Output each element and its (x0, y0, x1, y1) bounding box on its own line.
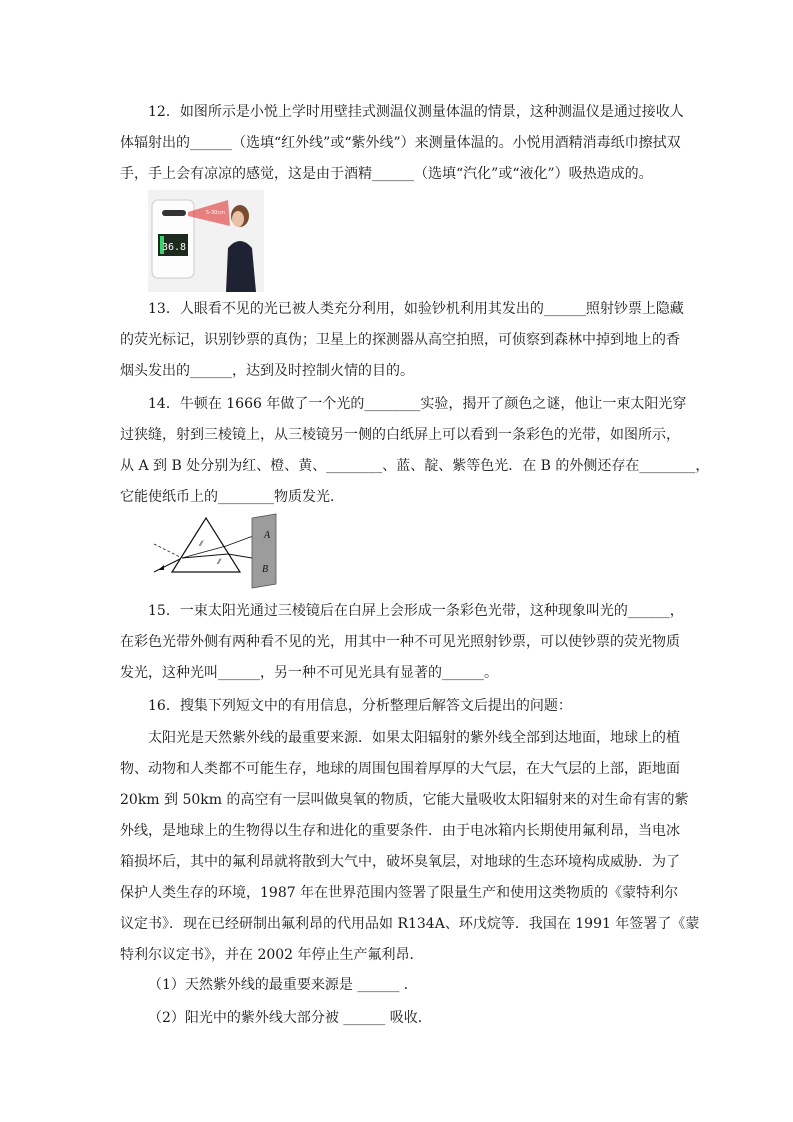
q16-passage-line-4: 外线，是地球上的生物得以生存和进化的重要条件．由于电冰箱内长期使用氟利昂，当电冰 (120, 823, 680, 839)
q16-passage-line-1: 太阳光是天然紫外线的最重要来源．如果太阳辐射的紫外线全部到达地面，地球上的植 (148, 730, 680, 746)
q14-line-2: 过狭缝，射到三棱镜上，从三棱镜另一侧的白纸屏上可以看到一条彩色的光带，如图所示， (120, 427, 680, 443)
person-body (226, 241, 256, 292)
q15-line-1: 15．一束太阳光通过三棱镜后在白屏上会形成一条彩色光带，这种现象叫光的______， (148, 603, 684, 619)
q16-passage-line-8: 特利尔议定书》，并在 2002 年停止生产氟利昂． (120, 947, 424, 963)
q15-line-2: 在彩色光带外侧有两种看不见的光，用其中一种不可见光照射钞票，可以使钞票的荧光物质 (120, 634, 680, 650)
q16-passage-line-3: 20km 到 50km 的高空有一层叫做臭氧的物质，它能大量吸收太阳辐射来的对生命有害的紫 (120, 792, 689, 808)
q16-passage-line-7: 议定书》．现在已经研制出氟利昂的代用品如 R134A、环戊烷等．我国在 1991 年签署了《蒙 (120, 916, 700, 932)
question-13 (120, 294, 684, 387)
q14-line-4: 它能使纸币上的________物质发光． (120, 489, 344, 505)
question-16-sub-1: （1）天然紫外线的最重要来源是 ______ ． (148, 977, 418, 993)
white-screen (252, 514, 276, 588)
thermometer-photo (148, 190, 264, 292)
q16-passage-line-2: 物、动物和人类都不可能生存，地球的周围包围着厚厚的大气层，在大气层的上部，距地面 (120, 761, 680, 777)
thermometer-scene (148, 190, 264, 292)
question-12 (120, 97, 684, 190)
prism-figure (148, 510, 298, 590)
device-reading: 36.8 (161, 242, 187, 253)
svg-text:⁄⁄: ⁄⁄ (200, 540, 203, 548)
q12-line-1: 12．如图所示是小悦上学时用壁挂式测温仪测量体温的情景，这种测温仪是通过接收人 (148, 104, 684, 120)
label-a: A (264, 530, 271, 541)
q13-line-3: 烟头发出的______，达到及时控制火情的目的。 (120, 363, 414, 379)
question-16-intro: 16．搜集下列短文中的有用信息，分析整理后解答文后提出的问题： (148, 698, 572, 714)
q14-line-3: 从 A 到 B 处分别为红、橙、黄、________、蓝、靛、紫等色光．在 B 的外侧还存在________， (120, 458, 710, 474)
q13-line-2: 的荧光标记，识别钞票的真伪；卫星上的探测器从高空拍照，可侦察到森林中掉到地上的香 (120, 332, 680, 348)
question-16-passage (120, 723, 700, 971)
q16-passage-line-6: 保护人类生存的环境，1987 年在世界范围内签署了限量生产和使用这类物质的《蒙特利尔 (120, 885, 679, 901)
normal-dashed (154, 544, 182, 558)
svg-text:⁄⁄: ⁄⁄ (218, 558, 221, 566)
q12-line-2: 体辐射出的______（选填“红外线”或“紫外线”）来测量体温的。小悦用酒精消毒纸巾擦拭双 (120, 135, 681, 151)
q13-line-1: 13．人眼看不见的光已被人类充分利用，如验钞机利用其发出的______照射钞票上隐藏 (148, 301, 684, 317)
question-15 (120, 596, 684, 689)
q16-passage-line-5: 箱损坏后，其中的氟利昂就将散到大气中，破坏臭氧层，对地球的生态环境构成威胁．为了 (120, 854, 680, 870)
label-b: B (262, 564, 269, 575)
question-14 (120, 389, 710, 513)
distance-label: 5-30cm (206, 210, 225, 216)
q12-line-3: 手，手上会有凉凉的感觉，这是由于酒精______（选填“汽化”或“液化”）吸热造成的。 (120, 166, 653, 182)
question-16-sub-2: （2）阳光中的紫外线大部分被 ______ 吸收． (148, 1010, 432, 1026)
q14-line-1: 14．牛顿在 1666 年做了一个光的________实验，揭开了颜色之谜，他让一束太阳光穿 (148, 396, 687, 412)
q15-line-3: 发光，这种光叫______，另一种不可见光具有显著的______。 (120, 665, 498, 681)
prism-diagram (148, 510, 298, 590)
